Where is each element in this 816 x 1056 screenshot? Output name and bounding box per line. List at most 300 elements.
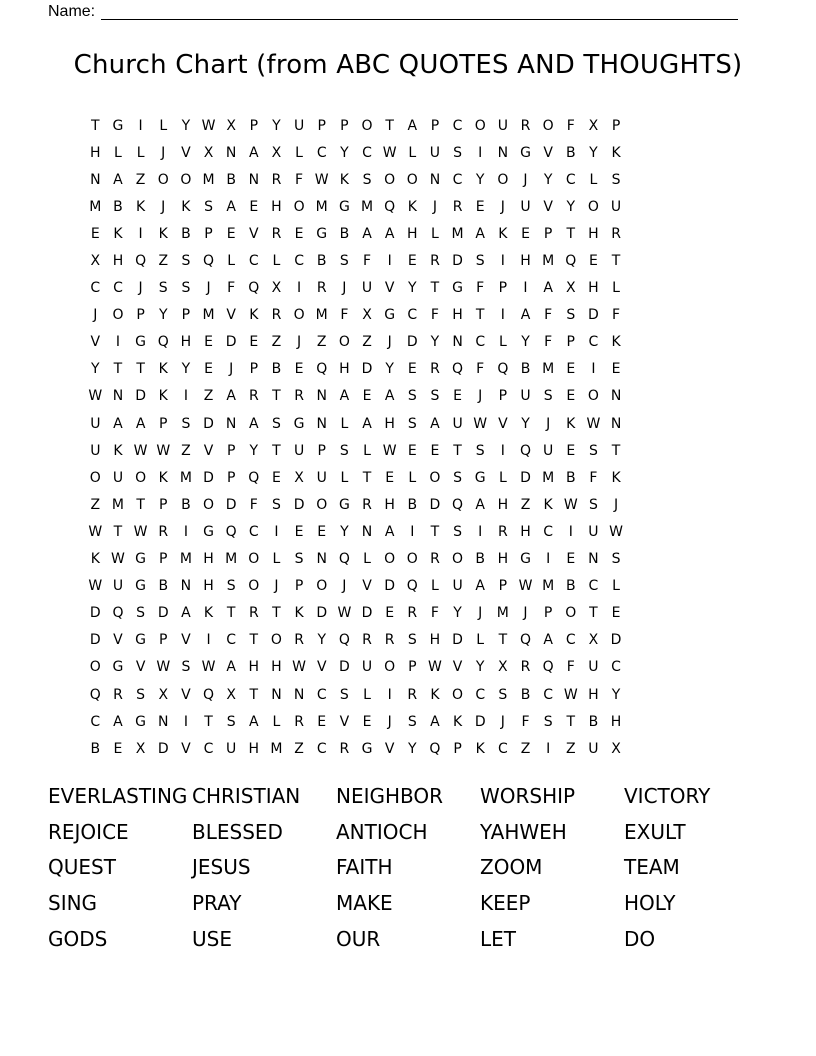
grid-letter[interactable]: M xyxy=(111,496,124,513)
grid-letter[interactable]: L xyxy=(295,144,303,161)
grid-letter[interactable]: W xyxy=(88,578,103,595)
grid-letter[interactable]: W xyxy=(201,659,216,676)
grid-letter[interactable]: K xyxy=(249,307,259,324)
grid-letter[interactable]: W xyxy=(88,523,103,540)
grid-letter[interactable]: U xyxy=(361,659,373,676)
grid-letter[interactable]: R xyxy=(294,388,304,405)
grid-letter[interactable]: J xyxy=(387,713,392,730)
grid-letter[interactable]: P xyxy=(159,415,168,432)
grid-letter[interactable]: S xyxy=(453,469,463,486)
grid-letter[interactable]: D xyxy=(429,496,441,513)
grid-letter[interactable]: L xyxy=(272,253,281,270)
grid-letter[interactable]: A xyxy=(384,225,395,242)
grid-letter[interactable]: P xyxy=(430,117,440,134)
grid-letter[interactable]: U xyxy=(610,198,622,215)
grid-letter[interactable]: Y xyxy=(91,361,100,378)
grid-letter[interactable]: F xyxy=(295,171,304,188)
grid-letter[interactable]: P xyxy=(317,442,326,459)
grid-letter[interactable]: S xyxy=(498,686,508,703)
grid-letter[interactable]: T xyxy=(611,442,621,459)
grid-letter[interactable]: Z xyxy=(271,334,282,351)
grid-letter[interactable]: I xyxy=(387,253,392,270)
grid-letter[interactable]: N xyxy=(588,551,599,568)
grid-letter[interactable]: J xyxy=(523,171,528,188)
grid-letter[interactable]: C xyxy=(316,740,327,757)
grid-letter[interactable]: C xyxy=(90,280,101,297)
grid-letter[interactable]: H xyxy=(497,551,509,568)
grid-letter[interactable]: E xyxy=(385,605,395,622)
grid-letter[interactable]: H xyxy=(112,253,124,270)
grid-letter[interactable]: O xyxy=(497,171,509,188)
grid-letter[interactable]: S xyxy=(226,713,236,730)
grid-letter[interactable]: Q xyxy=(203,253,215,270)
grid-letter[interactable]: V xyxy=(203,442,214,459)
grid-letter[interactable]: V xyxy=(226,307,236,324)
grid-letter[interactable]: V xyxy=(339,713,350,730)
grid-letter[interactable]: O xyxy=(384,551,396,568)
grid-letter[interactable]: E xyxy=(566,442,576,459)
grid-letter[interactable]: B xyxy=(113,198,123,215)
grid-letter[interactable]: A xyxy=(384,523,395,540)
grid-letter[interactable]: J xyxy=(387,334,392,351)
grid-letter[interactable]: Y xyxy=(272,117,281,134)
grid-letter[interactable]: A xyxy=(430,415,440,432)
grid-letter[interactable]: O xyxy=(384,659,396,676)
grid-letter[interactable]: M xyxy=(225,551,238,568)
grid-letter[interactable]: P xyxy=(181,307,191,324)
grid-letter[interactable]: N xyxy=(271,686,282,703)
grid-letter[interactable]: Y xyxy=(589,144,598,161)
grid-letter[interactable]: O xyxy=(587,388,599,405)
grid-letter[interactable]: M xyxy=(542,361,555,378)
grid-letter[interactable]: Z xyxy=(316,334,327,351)
grid-letter[interactable]: X xyxy=(135,740,146,757)
grid-letter[interactable]: K xyxy=(475,740,485,757)
grid-letter[interactable]: K xyxy=(407,198,417,215)
grid-letter[interactable]: F xyxy=(430,605,439,622)
grid-letter[interactable]: Q xyxy=(338,551,350,568)
grid-letter[interactable]: E xyxy=(249,198,259,215)
grid-letter[interactable]: D xyxy=(384,578,396,595)
grid-letter[interactable]: S xyxy=(453,523,463,540)
grid-letter[interactable]: D xyxy=(361,605,373,622)
grid-letter[interactable]: V xyxy=(181,632,191,649)
grid-letter[interactable]: J xyxy=(523,605,528,622)
grid-letter[interactable]: D xyxy=(157,740,169,757)
grid-letter[interactable]: R xyxy=(113,686,123,703)
grid-letter[interactable]: F xyxy=(521,713,530,730)
grid-letter[interactable]: D xyxy=(338,659,350,676)
grid-letter[interactable]: V xyxy=(90,334,101,351)
grid-letter[interactable]: C xyxy=(565,632,576,649)
grid-letter[interactable]: Y xyxy=(453,605,462,622)
grid-letter[interactable]: G xyxy=(361,740,373,757)
grid-letter[interactable]: K xyxy=(543,496,553,513)
grid-letter[interactable]: D xyxy=(203,469,214,486)
grid-letter[interactable]: Y xyxy=(181,361,191,378)
grid-letter[interactable]: R xyxy=(294,713,304,730)
grid-letter[interactable]: U xyxy=(497,117,508,134)
grid-letter[interactable]: F xyxy=(476,361,485,378)
grid-letter[interactable]: Y xyxy=(317,632,326,649)
grid-letter[interactable]: N xyxy=(316,551,327,568)
grid-letter[interactable]: M xyxy=(270,740,283,757)
grid-letter[interactable]: W xyxy=(156,442,171,459)
grid-letter[interactable]: P xyxy=(226,469,236,486)
grid-letter[interactable]: L xyxy=(498,469,507,486)
grid-letter[interactable]: S xyxy=(204,198,213,215)
grid-letter[interactable]: I xyxy=(546,551,551,568)
grid-letter[interactable]: W xyxy=(563,496,578,513)
grid-letter[interactable]: Z xyxy=(520,496,531,513)
grid-letter[interactable]: L xyxy=(114,144,122,161)
grid-letter[interactable]: Q xyxy=(248,469,260,486)
grid-letter[interactable]: B xyxy=(90,740,101,757)
grid-letter[interactable]: B xyxy=(226,171,236,188)
grid-letter[interactable]: A xyxy=(384,388,395,405)
grid-letter[interactable]: S xyxy=(339,686,349,703)
grid-letter[interactable]: R xyxy=(611,225,621,242)
grid-letter[interactable]: T xyxy=(430,280,440,297)
grid-letter[interactable]: A xyxy=(475,496,485,513)
grid-letter[interactable]: E xyxy=(407,361,417,378)
grid-letter[interactable]: I xyxy=(138,225,143,242)
grid-letter[interactable]: Y xyxy=(543,171,553,188)
grid-letter[interactable]: W xyxy=(337,605,352,622)
grid-letter[interactable]: F xyxy=(249,496,258,513)
grid-letter[interactable]: N xyxy=(429,171,441,188)
name-blank-line[interactable] xyxy=(101,5,738,20)
grid-letter[interactable]: W xyxy=(133,442,148,459)
grid-letter[interactable]: R xyxy=(271,307,282,324)
grid-letter[interactable]: N xyxy=(293,686,305,703)
grid-letter[interactable]: H xyxy=(520,253,531,270)
grid-letter[interactable]: R xyxy=(271,225,282,242)
grid-letter[interactable]: Y xyxy=(408,280,417,297)
grid-letter[interactable]: X xyxy=(158,686,169,703)
grid-letter[interactable]: D xyxy=(225,496,237,513)
grid-letter[interactable]: K xyxy=(294,605,304,622)
grid-letter[interactable]: A xyxy=(135,415,146,432)
grid-letter[interactable]: S xyxy=(272,496,281,513)
grid-letter[interactable]: C xyxy=(248,523,259,540)
grid-letter[interactable]: X xyxy=(271,280,282,297)
grid-letter[interactable]: P xyxy=(317,117,326,134)
grid-letter[interactable]: R xyxy=(316,280,327,297)
grid-letter[interactable]: M xyxy=(315,307,328,324)
grid-letter[interactable]: M xyxy=(89,198,102,215)
grid-letter[interactable]: Q xyxy=(452,361,464,378)
grid-letter[interactable]: Y xyxy=(385,361,394,378)
grid-letter[interactable]: H xyxy=(339,361,350,378)
grid-letter[interactable]: B xyxy=(339,225,350,242)
grid-letter[interactable]: X xyxy=(362,307,372,324)
grid-letter[interactable]: S xyxy=(226,578,236,595)
grid-letter[interactable]: L xyxy=(431,578,439,595)
grid-letter[interactable]: U xyxy=(112,578,124,595)
grid-letter[interactable]: L xyxy=(159,117,168,134)
grid-letter[interactable]: U xyxy=(520,388,531,405)
grid-letter[interactable]: W xyxy=(586,415,601,432)
grid-letter[interactable]: E xyxy=(204,334,213,351)
grid-letter[interactable]: U xyxy=(90,415,101,432)
grid-letter[interactable]: M xyxy=(179,551,192,568)
grid-letter[interactable]: X xyxy=(588,632,599,649)
grid-letter[interactable]: A xyxy=(226,198,236,215)
grid-letter[interactable]: E xyxy=(362,388,372,405)
grid-letter[interactable]: X xyxy=(226,117,236,134)
grid-letter[interactable]: J xyxy=(297,334,302,351)
grid-letter[interactable]: U xyxy=(588,740,599,757)
grid-letter[interactable]: O xyxy=(587,198,599,215)
grid-letter[interactable]: D xyxy=(89,605,101,622)
grid-letter[interactable]: G xyxy=(520,144,531,161)
grid-letter[interactable]: K xyxy=(452,713,463,730)
grid-letter[interactable]: U xyxy=(90,442,101,459)
grid-letter[interactable]: P xyxy=(498,578,508,595)
grid-letter[interactable]: Z xyxy=(203,388,214,405)
grid-letter[interactable]: L xyxy=(431,225,439,242)
grid-letter[interactable]: R xyxy=(430,253,440,270)
grid-letter[interactable]: V xyxy=(543,144,553,161)
grid-letter[interactable]: R xyxy=(384,632,395,649)
grid-letter[interactable]: X xyxy=(226,686,236,703)
grid-letter[interactable]: Q xyxy=(338,632,350,649)
grid-letter[interactable]: M xyxy=(496,605,509,622)
grid-letter[interactable]: K xyxy=(611,469,621,486)
grid-letter[interactable]: J xyxy=(613,496,619,513)
grid-letter[interactable]: U xyxy=(452,415,463,432)
grid-letter[interactable]: H xyxy=(90,144,101,161)
grid-letter[interactable]: C xyxy=(407,307,418,324)
grid-letter[interactable]: R xyxy=(248,605,259,622)
grid-letter[interactable]: S xyxy=(272,415,281,432)
grid-letter[interactable]: O xyxy=(316,578,328,595)
grid-letter[interactable]: L xyxy=(227,253,236,270)
grid-letter[interactable]: G xyxy=(135,334,147,351)
grid-letter[interactable]: A xyxy=(475,225,485,242)
grid-letter[interactable]: S xyxy=(407,713,417,730)
grid-letter[interactable]: O xyxy=(293,198,305,215)
grid-letter[interactable]: O xyxy=(89,659,101,676)
grid-letter[interactable]: W xyxy=(382,442,397,459)
grid-letter[interactable]: K xyxy=(136,198,146,215)
grid-letter[interactable]: Q xyxy=(89,686,101,703)
grid-letter[interactable]: T xyxy=(91,117,100,134)
grid-letter[interactable]: J xyxy=(478,605,483,622)
grid-letter[interactable]: L xyxy=(589,171,598,188)
grid-letter[interactable]: R xyxy=(430,361,440,378)
grid-letter[interactable]: R xyxy=(271,171,282,188)
grid-letter[interactable]: D xyxy=(203,415,214,432)
grid-letter[interactable]: M xyxy=(315,198,328,215)
grid-letter[interactable]: R xyxy=(248,388,259,405)
grid-letter[interactable]: Q xyxy=(406,578,418,595)
grid-letter[interactable]: L xyxy=(363,551,371,568)
grid-letter[interactable]: H xyxy=(180,334,192,351)
grid-letter[interactable]: G xyxy=(112,659,124,676)
grid-letter[interactable]: Y xyxy=(521,415,530,432)
grid-letter[interactable]: H xyxy=(588,686,599,703)
grid-letter[interactable]: M xyxy=(542,469,555,486)
grid-letter[interactable]: A xyxy=(543,280,553,297)
grid-letter[interactable]: M xyxy=(202,171,215,188)
grid-letter[interactable]: J xyxy=(161,144,166,161)
grid-letter[interactable]: S xyxy=(430,388,440,405)
grid-letter[interactable]: H xyxy=(203,578,214,595)
grid-letter[interactable]: C xyxy=(90,713,101,730)
grid-letter[interactable]: A xyxy=(181,605,191,622)
grid-letter[interactable]: R xyxy=(362,632,372,649)
grid-letter[interactable]: B xyxy=(565,469,576,486)
grid-letter[interactable]: V xyxy=(316,659,327,676)
grid-letter[interactable]: N xyxy=(158,713,169,730)
grid-letter[interactable]: E xyxy=(588,253,598,270)
grid-letter[interactable]: V xyxy=(249,225,259,242)
grid-letter[interactable]: I xyxy=(478,144,483,161)
grid-letter[interactable]: R xyxy=(520,659,531,676)
grid-letter[interactable]: K xyxy=(158,388,168,405)
grid-letter[interactable]: I xyxy=(591,361,596,378)
grid-letter[interactable]: I xyxy=(568,523,573,540)
grid-letter[interactable]: G xyxy=(474,469,486,486)
grid-letter[interactable]: G xyxy=(135,632,147,649)
grid-letter[interactable]: S xyxy=(294,551,304,568)
grid-letter[interactable]: I xyxy=(274,523,279,540)
grid-letter[interactable]: T xyxy=(226,605,236,622)
grid-letter[interactable]: N xyxy=(225,144,237,161)
grid-letter[interactable]: R xyxy=(294,632,304,649)
grid-letter[interactable]: Z xyxy=(181,442,191,459)
grid-letter[interactable]: T xyxy=(204,713,213,730)
grid-letter[interactable]: A xyxy=(430,713,440,730)
grid-letter[interactable]: E xyxy=(317,523,327,540)
grid-letter[interactable]: S xyxy=(453,144,463,161)
grid-letter[interactable]: C xyxy=(452,117,463,134)
grid-letter[interactable]: H xyxy=(497,496,509,513)
grid-letter[interactable]: Q xyxy=(519,442,531,459)
grid-letter[interactable]: E xyxy=(249,334,259,351)
grid-letter[interactable]: R xyxy=(362,496,372,513)
grid-letter[interactable]: M xyxy=(360,198,374,215)
grid-letter[interactable]: I xyxy=(115,334,121,351)
grid-letter[interactable]: W xyxy=(563,686,578,703)
grid-letter[interactable]: F xyxy=(566,659,575,676)
grid-letter[interactable]: O xyxy=(406,551,418,568)
grid-letter[interactable]: C xyxy=(543,686,554,703)
grid-letter[interactable]: D xyxy=(406,334,418,351)
grid-letter[interactable]: P xyxy=(159,632,168,649)
grid-letter[interactable]: X xyxy=(294,469,304,486)
grid-letter[interactable]: S xyxy=(543,388,553,405)
grid-letter[interactable]: C xyxy=(203,740,214,757)
grid-letter[interactable]: V xyxy=(113,632,123,649)
grid-letter[interactable]: V xyxy=(498,415,508,432)
grid-letter[interactable]: I xyxy=(500,442,505,459)
grid-letter[interactable]: E xyxy=(385,469,395,486)
grid-letter[interactable]: Q xyxy=(384,198,396,215)
grid-letter[interactable]: J xyxy=(342,280,347,297)
grid-letter[interactable]: D xyxy=(89,632,101,649)
grid-letter[interactable]: J xyxy=(93,307,98,324)
grid-letter[interactable]: S xyxy=(566,307,576,324)
grid-letter[interactable]: F xyxy=(544,307,553,324)
grid-letter[interactable]: H xyxy=(271,198,282,215)
grid-letter[interactable]: B xyxy=(316,253,327,270)
grid-letter[interactable]: B xyxy=(158,578,169,595)
grid-letter[interactable]: H xyxy=(520,523,531,540)
grid-letter[interactable]: B xyxy=(181,225,191,242)
grid-letter[interactable]: T xyxy=(249,632,259,649)
grid-letter[interactable]: W xyxy=(111,551,125,568)
grid-letter[interactable]: G xyxy=(338,496,350,513)
grid-letter[interactable]: E xyxy=(90,225,100,242)
grid-letter[interactable]: D xyxy=(157,605,169,622)
grid-letter[interactable]: Y xyxy=(181,117,191,134)
grid-letter[interactable]: U xyxy=(316,469,327,486)
grid-letter[interactable]: G xyxy=(384,307,396,324)
grid-letter[interactable]: D xyxy=(474,713,486,730)
grid-letter[interactable]: J xyxy=(478,388,483,405)
grid-letter[interactable]: V xyxy=(543,198,553,215)
grid-letter[interactable]: Y xyxy=(611,686,621,703)
grid-letter[interactable]: J xyxy=(161,198,166,215)
grid-letter[interactable]: K xyxy=(611,334,621,351)
grid-letter[interactable]: A xyxy=(407,117,418,134)
grid-letter[interactable]: Q xyxy=(225,523,237,540)
grid-letter[interactable]: F xyxy=(544,334,553,351)
grid-letter[interactable]: U xyxy=(429,144,441,161)
grid-letter[interactable]: C xyxy=(316,144,327,161)
grid-letter[interactable]: V xyxy=(181,740,191,757)
grid-letter[interactable]: R xyxy=(158,523,169,540)
grid-letter[interactable]: T xyxy=(272,605,281,622)
grid-letter[interactable]: M xyxy=(451,225,464,242)
grid-letter[interactable]: P xyxy=(498,388,508,405)
grid-letter[interactable]: J xyxy=(546,415,551,432)
grid-letter[interactable]: N xyxy=(452,334,463,351)
grid-letter[interactable]: C xyxy=(565,171,576,188)
grid-letter[interactable]: E xyxy=(566,361,576,378)
grid-letter[interactable]: F xyxy=(227,280,236,297)
grid-letter[interactable]: V xyxy=(452,659,463,676)
grid-letter[interactable]: C xyxy=(475,686,486,703)
grid-letter[interactable]: K xyxy=(158,225,168,242)
grid-letter[interactable]: T xyxy=(498,632,508,649)
grid-letter[interactable]: G xyxy=(316,225,328,242)
grid-letter[interactable]: T xyxy=(475,307,485,324)
grid-letter[interactable]: J xyxy=(229,361,234,378)
grid-letter[interactable]: S xyxy=(181,659,191,676)
grid-letter[interactable]: F xyxy=(340,307,349,324)
grid-letter[interactable]: U xyxy=(293,117,305,134)
grid-letter[interactable]: A xyxy=(113,171,123,188)
grid-letter[interactable]: X xyxy=(90,253,101,270)
grid-letter[interactable]: S xyxy=(588,496,598,513)
grid-letter[interactable]: J xyxy=(432,198,437,215)
grid-letter[interactable]: O xyxy=(429,469,441,486)
grid-letter[interactable]: H xyxy=(203,551,214,568)
grid-letter[interactable]: O xyxy=(384,171,396,188)
grid-letter[interactable]: C xyxy=(543,523,554,540)
grid-letter[interactable]: W xyxy=(292,659,306,676)
grid-letter[interactable]: I xyxy=(183,523,188,540)
grid-letter[interactable]: N xyxy=(610,415,622,432)
grid-letter[interactable]: X xyxy=(203,144,214,161)
grid-letter[interactable]: C xyxy=(248,253,259,270)
grid-letter[interactable]: S xyxy=(475,442,485,459)
grid-letter[interactable]: E xyxy=(294,361,304,378)
